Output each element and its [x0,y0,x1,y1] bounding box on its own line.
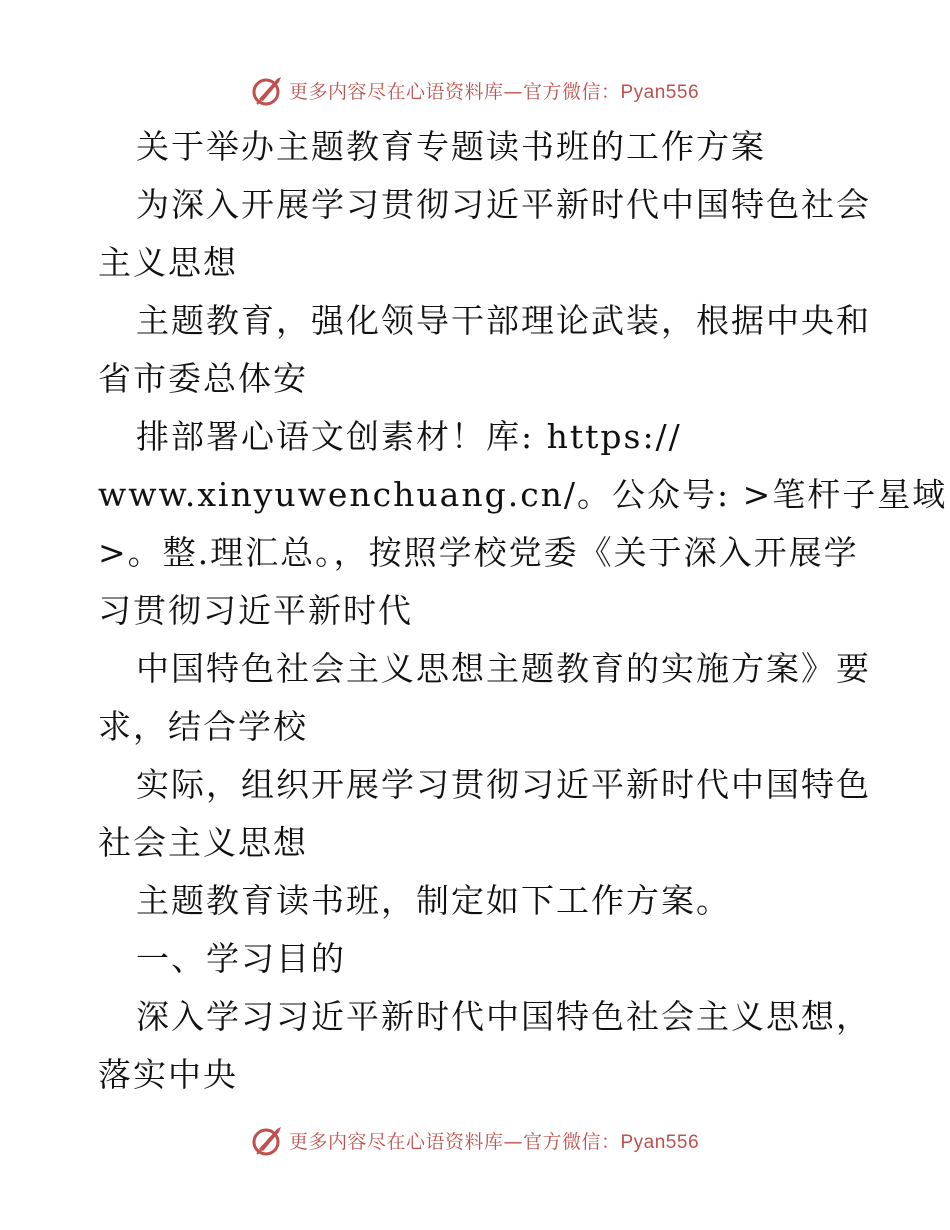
paragraph-line: 求，结合学校 [98,707,308,746]
paragraph-line: 实际，组织开展学习贯彻习近平新时代中国特色 [136,765,871,804]
quill-logo-icon [251,1123,285,1157]
paragraph-line: >。整.理汇总。，按照学校党委《关于深入开展学 [98,533,859,572]
watermark-wechat-id: Pyan556 [620,1131,700,1153]
paragraph-line: 主题教育读书班，制定如下工作方案。 [136,881,731,920]
paragraph-line: 深入学习习近平新时代中国特色社会主义思想， [136,997,871,1036]
paragraph-line: 主义思想 [98,243,238,282]
paragraph-line: 为深入开展学习贯彻习近平新时代中国特色社会 [136,185,871,224]
document-title: 关于举办主题教育专题读书班的工作方案 [136,127,766,166]
watermark-separator: — [503,1130,523,1153]
paragraph-line: 主题教育，强化领导干部理论武装，根据中央和 [136,301,871,340]
quill-logo-icon [251,73,285,107]
watermark-site: 更多内容尽在心语资料库 [288,80,504,103]
watermark-contact: 官方微信： [522,1130,621,1153]
watermark-text [289,1127,699,1154]
paragraph-line: 省市委总体安 [98,359,308,398]
document-body [98,118,948,1104]
header-watermark [0,70,950,110]
paragraph-line: 落实中央 [98,1055,238,1094]
watermark-separator: — [503,80,523,103]
paragraph-line: 习贯彻习近平新时代 [98,591,413,630]
paragraph-line: www.xinyuwenchuang.cn/。公众号: >笔杆子星域 [98,475,948,514]
watermark-wechat-id: Pyan556 [620,81,700,103]
section-heading: 一、学习目的 [136,939,346,978]
paragraph-line: 中国特色社会主义思想主题教育的实施方案》要 [136,649,871,688]
watermark-text [289,77,699,104]
paragraph-line: 社会主义思想 [98,823,308,862]
footer-watermark [0,1120,950,1160]
watermark-contact: 官方微信： [522,80,621,103]
paragraph-line: 排部署心语文创素材！库: https:// [136,417,682,456]
watermark-site: 更多内容尽在心语资料库 [288,1130,504,1153]
